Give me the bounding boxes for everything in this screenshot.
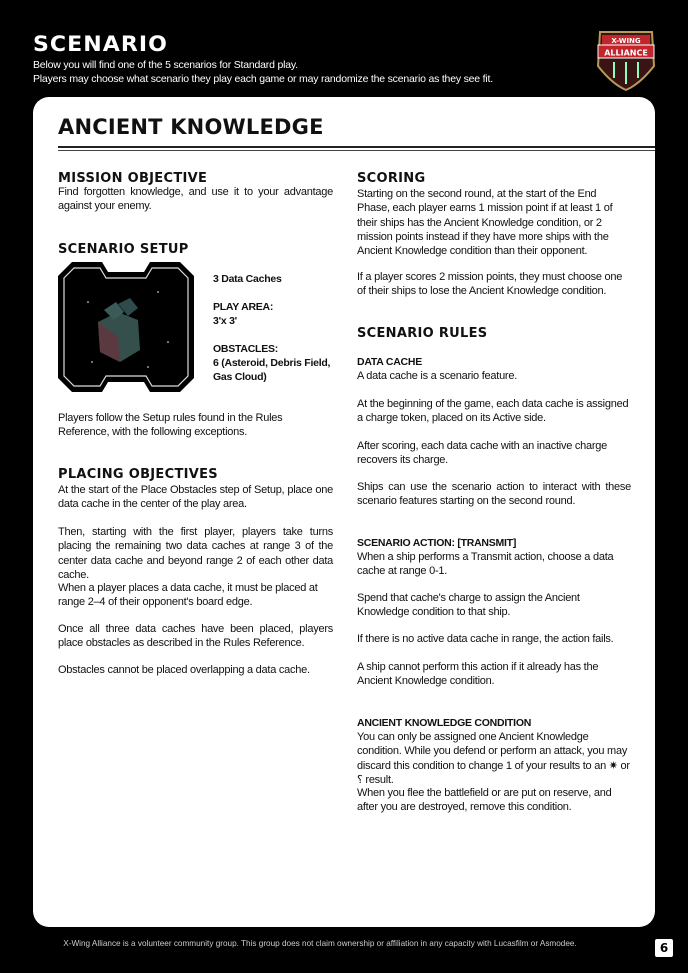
rules-paragraph: At the beginning of the game, each data cache is assigned a charge token, placed on its Active side. bbox=[357, 398, 629, 425]
data-cache-subheading: DATA CACHE bbox=[357, 356, 422, 368]
xwing-alliance-logo bbox=[594, 26, 658, 92]
header-subtitle: Below you will find one of the 5 scenarios for Standard play. bbox=[33, 59, 298, 71]
rules-paragraph: Ships can use the scenario action to interact with these scenario features starting on the second round. bbox=[357, 481, 631, 508]
rules-paragraph: After scoring, each data cache with an inactive charge recovers its charge. bbox=[357, 440, 608, 467]
title-divider bbox=[58, 150, 655, 151]
obstacles-label: OBSTACLES: bbox=[213, 343, 278, 355]
scenario-action-subheading: SCENARIO ACTION: [TRANSMIT] bbox=[357, 537, 517, 549]
scoring-paragraph: If a player scores 2 mission points, they must choose one of their ships to lose the Ancient Knowledge condition. bbox=[357, 271, 623, 298]
svg-text:X-WING: X-WING bbox=[611, 37, 641, 45]
svg-text:ALLIANCE: ALLIANCE bbox=[604, 48, 648, 58]
scenario-rules-heading: SCENARIO RULES bbox=[357, 326, 488, 341]
mission-objective-heading: MISSION OBJECTIVE bbox=[58, 171, 208, 186]
scenario-setup-heading: SCENARIO SETUP bbox=[58, 242, 189, 257]
setup-text: Players follow the Setup rules found in the Rules Reference, with the following exceptions. bbox=[58, 412, 283, 439]
scenario-title: ANCIENT KNOWLEDGE bbox=[58, 115, 324, 139]
footer-disclaimer: X-Wing Alliance is a volunteer community group. This group does not claim ownership or affiliation in any capacity with Lucasfilm or Asmodee. bbox=[63, 939, 577, 948]
play-area-label: PLAY AREA: bbox=[213, 301, 274, 313]
scoring-paragraph: Starting on the second round, at the start of the End Phase, each player earns 1 mission point if at least 1 of their ships has the Ancient Knowledge condition, or 2 mission points instead if they have more ships with the Ancient Knowledge condition than their opponent. bbox=[357, 188, 613, 258]
placing-paragraph: Obstacles cannot be placed overlapping a data cache. bbox=[58, 664, 310, 676]
condition-subheading: ANCIENT KNOWLEDGE CONDITION bbox=[357, 717, 532, 729]
scoring-heading: SCORING bbox=[357, 171, 426, 186]
data-cache-image bbox=[58, 262, 194, 392]
hit-icon: ✷ bbox=[608, 759, 618, 772]
rules-paragraph: Spend that cache's charge to assign the Ancient Knowledge condition to that ship. bbox=[357, 592, 580, 619]
placing-objectives-heading: PLACING OBJECTIVES bbox=[58, 467, 218, 482]
rules-paragraph: A ship cannot perform this action if it already has the Ancient Knowledge condition. bbox=[357, 661, 599, 688]
setup-caches: 3 Data Caches bbox=[213, 273, 282, 285]
condition-text: result. bbox=[362, 773, 394, 786]
play-area-value: 3'x 3' bbox=[213, 315, 237, 327]
mission-objective-text: Find forgotten knowledge, and use it to your advantage against your enemy. bbox=[58, 186, 333, 213]
rules-paragraph: When a ship performs a Transmit action, choose a data cache at range 0-1. bbox=[357, 551, 614, 578]
condition-text: You can only be assigned one Ancient Knowledge condition. While you defend or perform an attack, you may discard this condition to change 1 of your results to an bbox=[357, 731, 628, 772]
placing-paragraph: At the start of the Place Obstacles step of Setup, place one data cache in the center of the play area. bbox=[58, 484, 333, 511]
placing-paragraph: Once all three data caches have been placed, players place obstacles as described in the Rules Reference. bbox=[58, 623, 333, 650]
condition-paragraph bbox=[357, 730, 631, 787]
placing-paragraph: Then, starting with the first player, players take turns placing the remaining two data caches at range 3 of the center data cache and beyond range 2 of each other data cache. bbox=[58, 526, 333, 581]
obstacles-value: 6 (Asteroid, Debris Field, Gas Cloud) bbox=[213, 357, 331, 384]
condition-text: or bbox=[617, 759, 630, 772]
header-subtitle: Players may choose what scenario they play each game or may randomize the scenario as they see fit. bbox=[33, 73, 493, 85]
placing-paragraph: When a player places a data cache, it must be placed at range 2–4 of their opponent's board edge. bbox=[58, 582, 318, 609]
section-title: SCENARIO bbox=[33, 32, 168, 56]
page-number: 6 bbox=[655, 939, 673, 957]
rules-paragraph: If there is no active data cache in range, the action fails. bbox=[357, 633, 614, 645]
condition-paragraph: When you flee the battlefield or are put on reserve, and after you are destroyed, remove this condition. bbox=[357, 787, 612, 814]
title-divider bbox=[58, 146, 655, 148]
evade-icon: ⸮ bbox=[357, 773, 363, 786]
rules-paragraph: A data cache is a scenario feature. bbox=[357, 370, 518, 382]
